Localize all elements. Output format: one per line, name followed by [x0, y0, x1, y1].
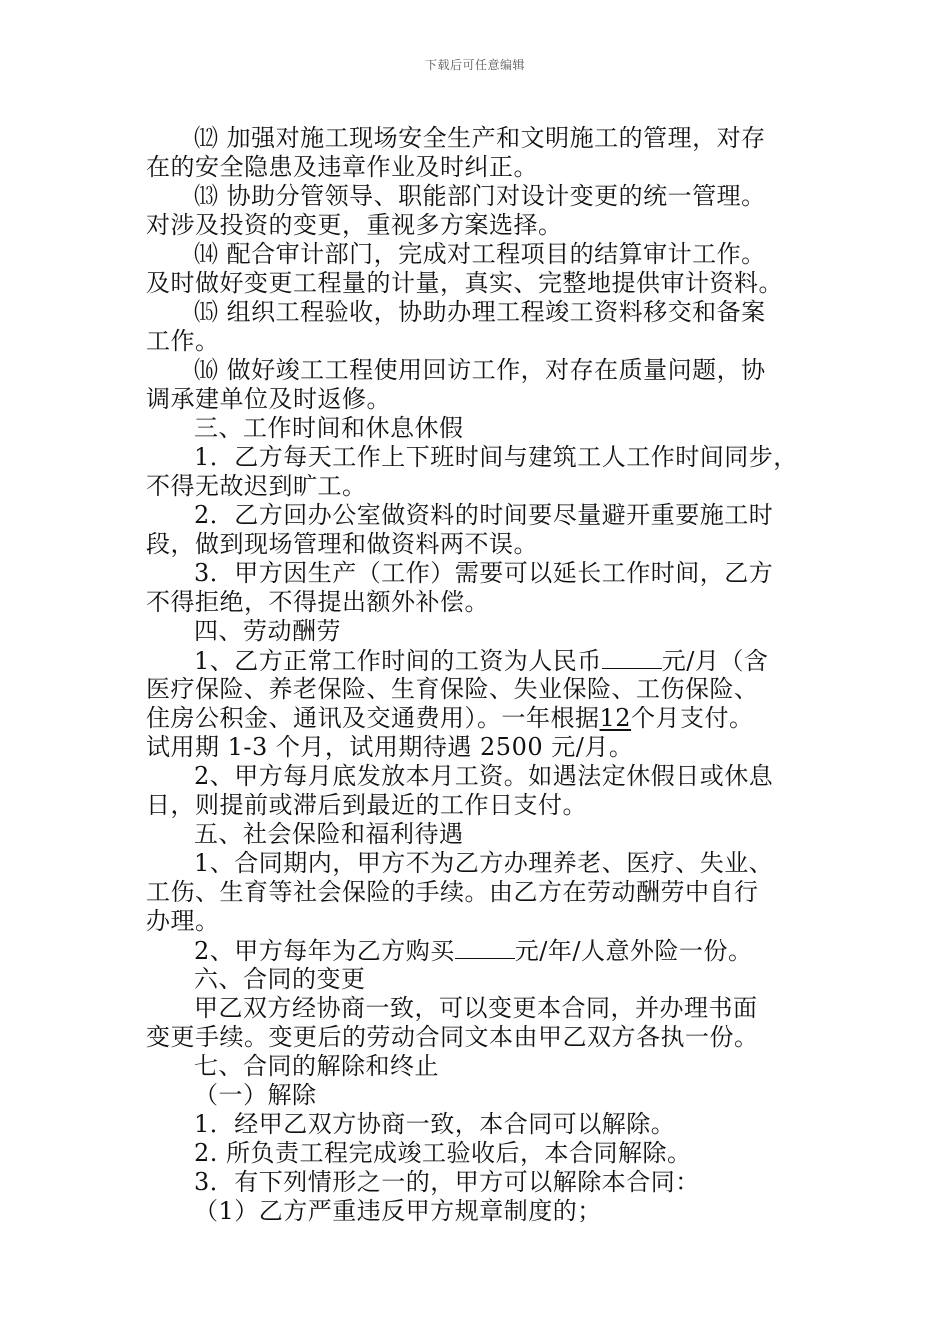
insurance-text-before: 2、甲方每年为乙方购买 — [194, 937, 455, 965]
paragraph-line: 1．经甲乙双方协商一致，本合同可以解除。 — [194, 1110, 676, 1138]
paragraph-line — [146, 936, 814, 965]
document-body — [146, 124, 814, 1226]
payment-text-before: 住房公积金、通讯及交通费用）。一年根据 — [146, 704, 600, 732]
paragraph-line: 3．甲方因生产（工作）需要可以延长工作时间，乙方 — [194, 559, 774, 587]
paragraph-line: 医疗保险、养老保险、生育保险、失业保险、工伤保险、 — [146, 675, 759, 703]
paragraph-line: 2、甲方每月底发放本月工资。如遇法定休假日或休息 — [194, 762, 774, 790]
section-heading: 六、合同的变更 — [194, 965, 366, 993]
paragraph-line: ⒃ 做好竣工工程使用回访工作，对存在质量问题，协 — [194, 356, 766, 384]
payment-text-after: 个月支付。 — [631, 704, 754, 732]
paragraph-line: 办理。 — [146, 907, 220, 935]
paragraph-line: ⒁ 配合审计部门，完成对工程项目的结算审计工作。 — [194, 240, 766, 268]
paragraph-line — [146, 646, 814, 675]
subsection-heading: （一）解除 — [194, 1081, 317, 1109]
paragraph-line: 对涉及投资的变更，重视多方案选择。 — [146, 211, 563, 239]
section-heading: 三、工作时间和休息休假 — [194, 414, 464, 442]
section-heading: 五、社会保险和福利待遇 — [194, 820, 464, 848]
paragraph-line — [146, 704, 814, 733]
paragraph-line: 段，做到现场管理和做资料两不误。 — [146, 530, 538, 558]
paragraph-line: ⑿ 加强对施工现场安全生产和文明施工的管理，对存 — [194, 124, 766, 152]
paragraph-line: 调承建单位及时返修。 — [146, 385, 391, 413]
insurance-blank — [455, 936, 515, 959]
paragraph-line: 试用期 1-3 个月，试用期待遇 2500 元/月。 — [146, 733, 634, 761]
paragraph-line: 甲乙双方经协商一致，可以变更本合同，并办理书面 — [194, 994, 758, 1022]
paragraph-line: ⒀ 协助分管领导、职能部门对设计变更的统一管理。 — [194, 182, 766, 210]
paragraph-line: ⒂ 组织工程验收，协助办理工程竣工资料移交和备案 — [194, 298, 766, 326]
section-heading: 七、合同的解除和终止 — [194, 1052, 439, 1080]
paragraph-line: 日，则提前或滞后到最近的工作日支付。 — [146, 791, 587, 819]
page-header: 下载后可任意编辑 — [424, 58, 525, 72]
paragraph-line: 2．乙方回办公室做资料的时间要尽量避开重要施工时 — [194, 501, 774, 529]
paragraph-line: 工伤、生育等社会保险的手续。由乙方在劳动酬劳中自行 — [146, 878, 759, 906]
salary-text-before: 1、乙方正常工作时间的工资为人民币 — [194, 647, 602, 675]
paragraph-line: 及时做好变更工程量的计量，真实、完整地提供审计资料。 — [146, 269, 783, 297]
insurance-text-after: 元/年/人意外险一份。 — [514, 937, 753, 965]
paragraph-line: 在的安全隐患及违章作业及时纠正。 — [146, 153, 538, 181]
paragraph-line: 不得无故迟到旷工。 — [146, 472, 367, 500]
paragraph-line: 变更手续。变更后的劳动合同文本由甲乙双方各执一份。 — [146, 1023, 759, 1051]
paragraph-line: 3．有下列情形之一的，甲方可以解除本合同： — [194, 1168, 700, 1196]
section-heading: 四、劳动酬劳 — [194, 617, 341, 645]
paragraph-line: 1．乙方每天工作上下班时间与建筑工人工作时间同步， — [194, 443, 798, 471]
paragraph-line: 1、合同期内，甲方不为乙方办理养老、医疗、失业、 — [194, 849, 774, 877]
paragraph-line: 2. 所负责工程完成竣工验收后，本合同解除。 — [194, 1139, 692, 1167]
salary-blank — [602, 646, 662, 669]
paragraph-line: 不得拒绝，不得提出额外补偿。 — [146, 588, 489, 616]
paragraph-line: 工作。 — [146, 327, 220, 355]
salary-text-after: 元/月（含 — [661, 647, 769, 675]
months-count: 12 — [599, 704, 632, 732]
paragraph-line: （1）乙方严重违反甲方规章制度的； — [194, 1197, 602, 1225]
